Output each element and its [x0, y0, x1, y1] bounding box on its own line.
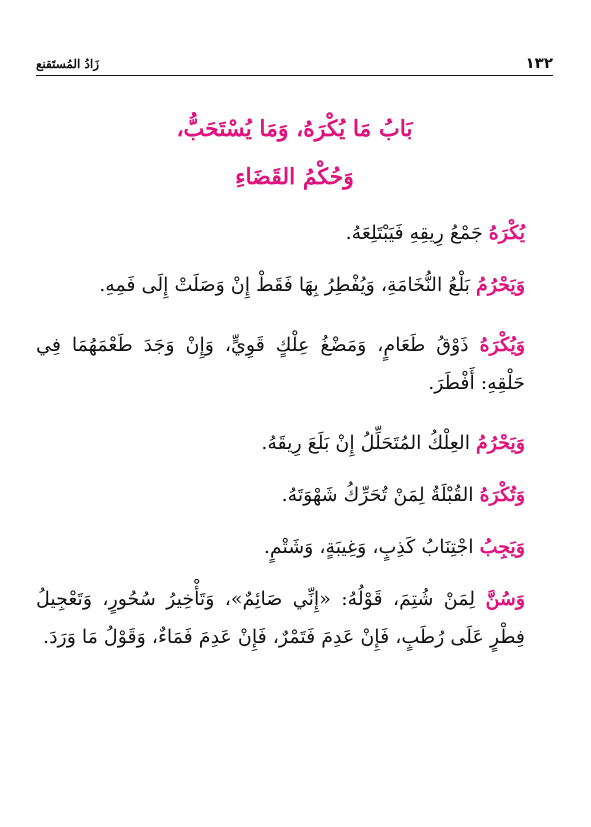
keyword: وَيَحْرُمُ — [476, 432, 525, 454]
paragraph — [36, 214, 553, 252]
keyword: وَتُكْرَهُ — [479, 484, 525, 506]
body-text — [36, 214, 553, 678]
paragraph-text: اجْتِنَابُ كَذِبٍ، وَغِيبَةٍ، وَشَتْمٍ. — [263, 536, 480, 558]
keyword: وَيَحْرُمُ — [476, 274, 525, 296]
paragraph — [36, 476, 553, 514]
paragraph — [36, 424, 553, 462]
chapter-title-line-1: بَابُ مَا يُكْرَهُ، وَمَا يُسْتَحَبُّ، — [176, 116, 413, 142]
keyword: يُكْرَهُ — [488, 222, 525, 244]
running-header — [36, 52, 553, 76]
keyword: وَيُكْرَهُ — [479, 334, 525, 356]
paragraph-text: القُبْلَةُ لِمَنْ تُحَرِّكُ شَهْوَتَهُ. — [281, 484, 480, 506]
paragraph-text: ذَوْقُ طَعَامٍ، وَمَضْغُ عِلْكٍ قَوِيٍّ، وَإِنْ وَجَدَ طَعْمَهُمَا فِي حَلْقِهِ: أَفْطَرَ. — [36, 334, 525, 394]
page-number: ١٣٢ — [525, 54, 553, 72]
paragraph-text: العِلْكُ المُتَحَلِّلُ إِنْ بَلَعَ رِيقَهُ. — [261, 432, 477, 454]
keyword: وَيَجِبُ — [479, 536, 525, 558]
paragraph — [36, 580, 553, 656]
paragraph — [36, 326, 553, 402]
paragraph-text: جَمْعُ رِيقِهِ فَيَبْتَلِعَهُ. — [345, 222, 489, 244]
paragraph-text: بَلْعُ النُّخَامَةِ، وَيُفْطِرُ بِهَا فَقَطْ إِنْ وَصَلَتْ إِلَى فَمِهِ. — [99, 274, 477, 296]
chapter-title-line-2: وَحُكْمُ القَضَاءِ — [235, 164, 354, 190]
book-title: زَادُ المُستَقنع — [36, 57, 99, 71]
chapter-title — [36, 105, 553, 201]
keyword: وَسُنَّ — [485, 588, 525, 610]
paragraph-text: لِمَنْ شُتِمَ، قَوْلُهُ: «إِنِّي صَائِمٌ»، وَتَأْخِيرُ سُحُورٍ، وَتَعْجِيلُ فِطْرٍ عَلَى رُطَبٍ، فَإِنْ عَدِمَ فَتَمْرٌ، فَإِنْ عَدِمَ فَمَاءٌ، وَقَوْلُ مَا وَرَدَ. — [36, 588, 525, 648]
paragraph — [36, 266, 553, 304]
paragraph — [36, 528, 553, 566]
